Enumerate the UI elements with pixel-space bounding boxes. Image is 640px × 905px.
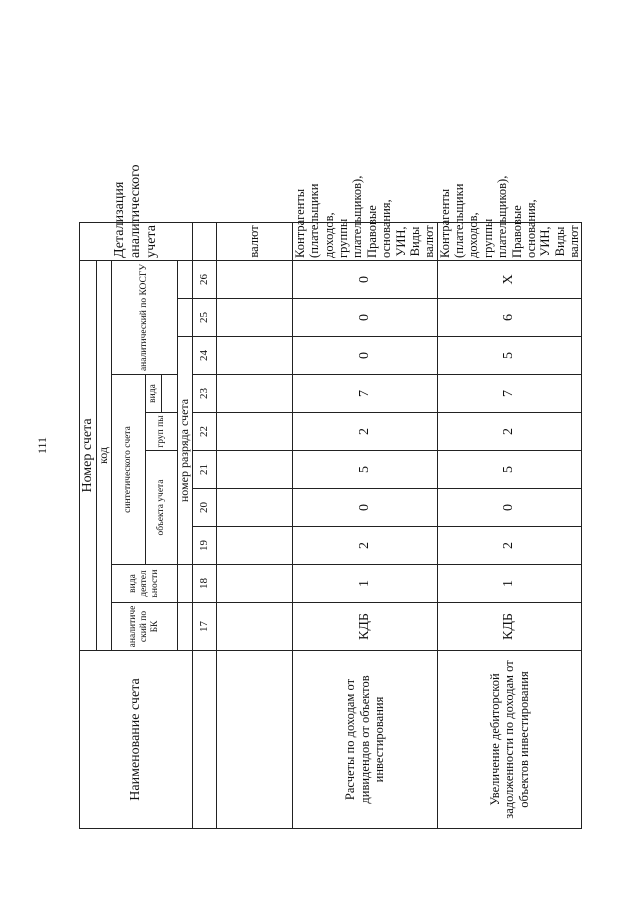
- row-value: 2: [437, 527, 582, 565]
- row-value: 2: [292, 413, 437, 451]
- table-row: [437, 38, 582, 828]
- header-synthetic-account: синтетического счета: [111, 375, 145, 565]
- header-kind: вида: [145, 375, 161, 413]
- row-value: 1: [437, 565, 582, 603]
- row-value: 0: [437, 489, 582, 527]
- accounts-table-area: [79, 39, 582, 829]
- row-value: 6: [437, 299, 582, 337]
- row-value: 1: [292, 565, 437, 603]
- row-value: 7: [437, 375, 582, 413]
- index-cell: 20: [192, 489, 216, 527]
- header-digit-number: номер разряда счета: [177, 337, 192, 565]
- row-value: КДБ: [437, 603, 582, 651]
- row-value: 2: [292, 527, 437, 565]
- index-cell-name: [192, 651, 216, 829]
- header-analytic-bk: аналитиче ский по БК: [111, 603, 177, 651]
- row-detail: Контрагенты (плательщики доходов, группы плательщиков), Правовые основания, УИН, Виды валют: [437, 222, 582, 260]
- row-value: 5: [437, 451, 582, 489]
- index-cell: 24: [192, 337, 216, 375]
- row-value: 7: [292, 375, 437, 413]
- row-name: [216, 651, 292, 829]
- row-value: 2: [437, 413, 582, 451]
- row-name: Расчеты по доходам от дивидендов от объектов инвестирования: [292, 651, 437, 829]
- index-cell: 19: [192, 527, 216, 565]
- row-value: 5: [292, 451, 437, 489]
- row-value: Х: [437, 260, 582, 298]
- index-row: [192, 38, 216, 828]
- index-cell: 26: [192, 260, 216, 298]
- index-cell: 22: [192, 413, 216, 451]
- row-name: Увеличение дебиторской задолженности по доходам от объектов инвестирования: [437, 651, 582, 829]
- row-value: 0: [292, 299, 437, 337]
- row-value: КДБ: [292, 603, 437, 651]
- header-detail: Детализация аналитического учета: [80, 222, 193, 260]
- index-cell: 18: [192, 565, 216, 603]
- index-cell-detail: [192, 222, 216, 260]
- index-cell: 23: [192, 375, 216, 413]
- header-analytic-kosgu: аналитический по КОСГУ: [111, 260, 177, 374]
- header-kind-spacer: [161, 375, 177, 413]
- header-row-1: [80, 38, 97, 828]
- row-value: 5: [437, 337, 582, 375]
- row-value: 0: [292, 489, 437, 527]
- accounts-table: [79, 38, 582, 829]
- page-number: 111: [35, 436, 50, 455]
- row-detail: Контрагенты (плательщики доходов, группы плательщиков), Правовые основания, УИН, Виды валют: [292, 222, 437, 260]
- table-row-spacer: [216, 38, 292, 828]
- row-detail: валют: [216, 222, 292, 260]
- header-activity-type: вида деятел ьности: [111, 565, 177, 603]
- index-cell: 25: [192, 299, 216, 337]
- header-account-name: Наименование счета: [80, 651, 193, 829]
- header-accounting-object: объекта учета: [145, 451, 177, 565]
- table-row: [292, 38, 437, 828]
- row-value: 0: [292, 337, 437, 375]
- header-code: код: [97, 260, 112, 650]
- index-cell: 21: [192, 451, 216, 489]
- header-group: груп пы: [145, 413, 177, 451]
- row-value: 0: [292, 260, 437, 298]
- header-account-number: Номер счета: [80, 260, 97, 650]
- accounts-table-rotated: [79, 39, 582, 829]
- index-cell: 17: [192, 603, 216, 651]
